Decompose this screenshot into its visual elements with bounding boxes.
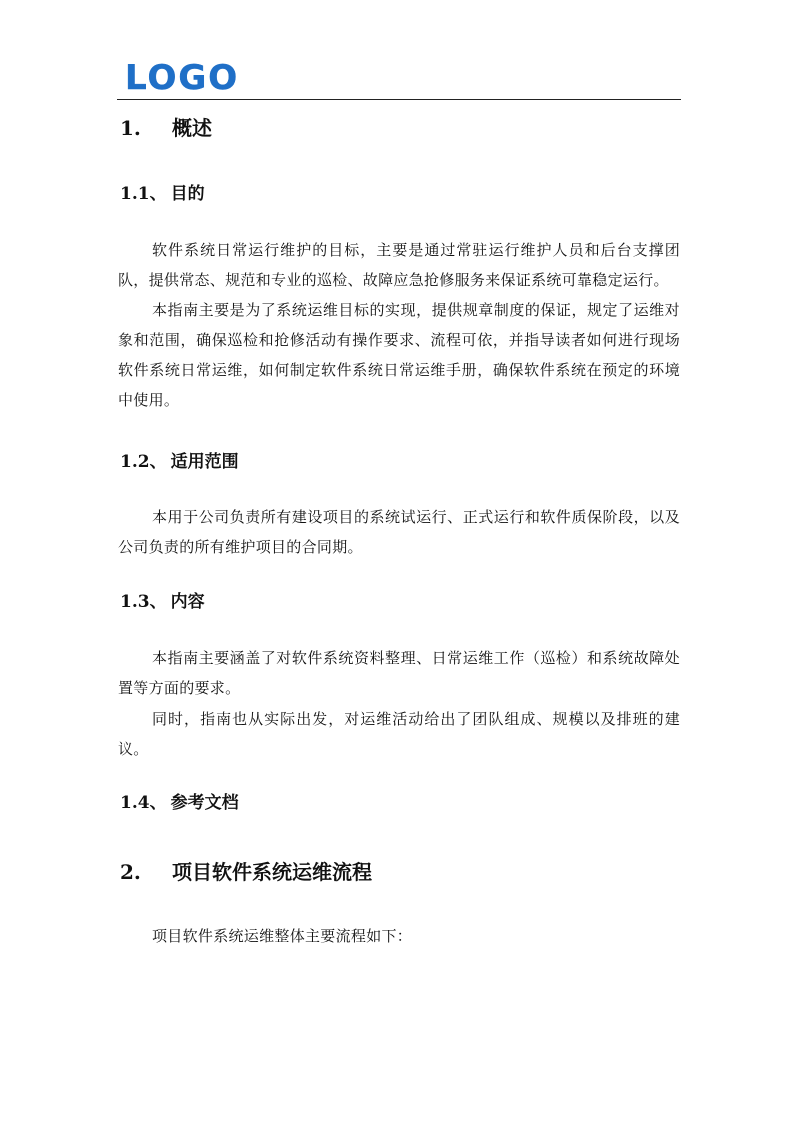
heading-title: 项目软件系统运维流程 <box>172 860 372 884</box>
heading-1-overview <box>120 114 212 142</box>
heading-title: 目的 <box>170 184 205 204</box>
heading-1-3-content <box>120 590 205 614</box>
heading-title: 内容 <box>170 592 205 612</box>
paragraph-purpose-1: 软件系统日常运行维护的目标，主要是通过常驻运行维护人员和后台支撑团队，提供常态、规范和专业的巡检、故障应急抢修服务来保证系统可靠稳定运行。 <box>118 241 680 289</box>
heading-number: 1.1、 <box>120 184 167 204</box>
paragraph-content-1: 本指南主要涵盖了对软件系统资料整理、日常运维工作（巡检）和系统故障处置等方面的要求。 <box>118 649 680 697</box>
header-divider <box>117 99 681 100</box>
heading-title: 概述 <box>172 116 212 140</box>
heading-number: 1.3、 <box>120 592 167 612</box>
logo: LOGO <box>125 58 240 98</box>
heading-number: 1. <box>120 116 141 140</box>
heading-2-process <box>120 858 372 886</box>
paragraph-process-intro: 项目软件系统运维整体主要流程如下： <box>152 927 413 945</box>
heading-title: 适用范围 <box>170 452 239 472</box>
heading-title: 参考文档 <box>170 793 239 813</box>
paragraph-purpose-2: 本指南主要是为了系统运维目标的实现，提供规章制度的保证，规定了运维对象和范围，确保巡检和抢修活动有操作要求、流程可依，并指导读者如何进行现场软件系统日常运维，如何制定软件系统日常运维手册，确保软件系统在预定的环境中使用。 <box>118 301 680 409</box>
heading-1-2-scope <box>120 450 239 474</box>
paragraph-content-2: 同时，指南也从实际出发，对运维活动给出了团队组成、规模以及排班的建议。 <box>118 710 680 758</box>
heading-number: 1.2、 <box>120 452 167 472</box>
paragraph-scope: 本用于公司负责所有建设项目的系统试运行、正式运行和软件质保阶段，以及公司负责的所有维护项目的合同期。 <box>118 508 680 556</box>
heading-1-1-purpose <box>120 182 205 206</box>
heading-1-4-references <box>120 791 239 815</box>
heading-number: 1.4、 <box>120 793 167 813</box>
heading-number: 2. <box>120 860 141 884</box>
